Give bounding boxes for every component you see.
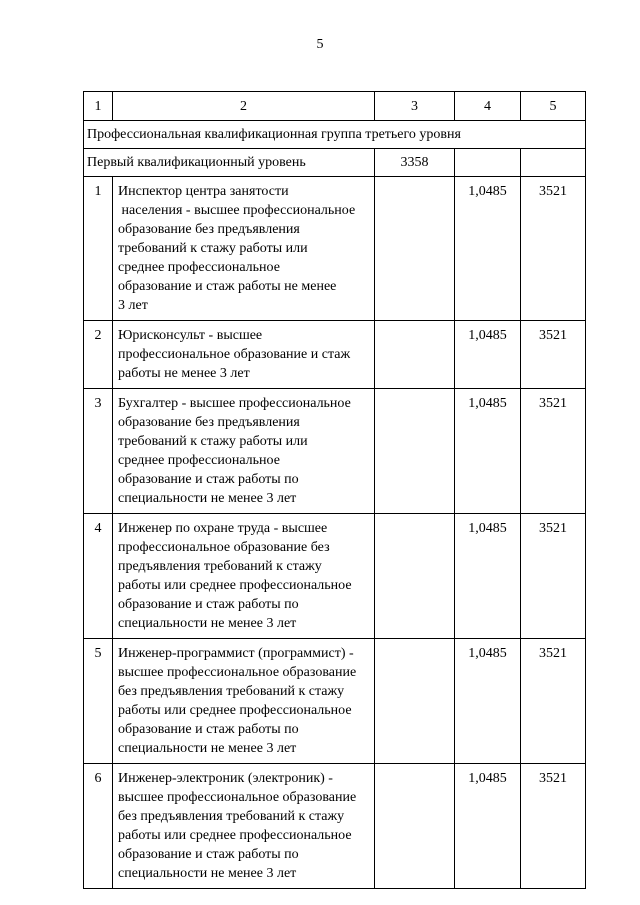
description-line: специальности не менее 3 лет bbox=[118, 866, 297, 881]
header-cell: 2 bbox=[113, 92, 375, 121]
position-description bbox=[113, 639, 375, 764]
group-title: Профессиональная квалификационная группа третьего уровня bbox=[84, 121, 586, 149]
page-number: 5 bbox=[316, 37, 324, 52]
description-line: Инспектор центра занятости bbox=[118, 184, 289, 199]
base-salary-cell bbox=[375, 764, 455, 889]
description-line: образование без предъявления bbox=[118, 415, 300, 430]
description-line: специальности не менее 3 лет bbox=[118, 616, 297, 631]
coefficient: 1,0485 bbox=[455, 764, 521, 889]
coefficient: 1,0485 bbox=[455, 321, 521, 389]
level-row bbox=[84, 149, 586, 177]
description-line: Инженер-программист (программист) - bbox=[118, 646, 354, 661]
description-line: образование и стаж работы по bbox=[118, 722, 299, 737]
description-line: работы или среднее профессиональное bbox=[118, 578, 352, 593]
header-cell: 1 bbox=[84, 92, 113, 121]
row-number: 6 bbox=[84, 764, 113, 889]
description-line: высшее профессиональное образование bbox=[118, 665, 357, 680]
group-row bbox=[84, 121, 586, 149]
description-line: населения - высшее профессиональное bbox=[118, 203, 356, 218]
position-description bbox=[113, 514, 375, 639]
description-line: требований к стажу работы или bbox=[118, 241, 308, 256]
table-row bbox=[84, 389, 586, 514]
qualification-table bbox=[83, 91, 586, 889]
row-number: 5 bbox=[84, 639, 113, 764]
description-line: специальности не менее 3 лет bbox=[118, 741, 297, 756]
coefficient: 1,0485 bbox=[455, 177, 521, 321]
description-line: образование и стаж работы по bbox=[118, 847, 299, 862]
salary: 3521 bbox=[521, 389, 586, 514]
coefficient: 1,0485 bbox=[455, 514, 521, 639]
description-line: Инженер-электроник (электроник) - bbox=[118, 771, 333, 786]
coefficient: 1,0485 bbox=[455, 389, 521, 514]
level-base-salary: 3358 bbox=[375, 149, 455, 177]
header-cell: 4 bbox=[455, 92, 521, 121]
description-line: образование и стаж работы по bbox=[118, 597, 299, 612]
row-number: 1 bbox=[84, 177, 113, 321]
base-salary-cell bbox=[375, 389, 455, 514]
salary: 3521 bbox=[521, 514, 586, 639]
row-number: 2 bbox=[84, 321, 113, 389]
salary: 3521 bbox=[521, 177, 586, 321]
description-line: предъявления требований к стажу bbox=[118, 559, 322, 574]
coefficient: 1,0485 bbox=[455, 639, 521, 764]
row-number: 4 bbox=[84, 514, 113, 639]
description-line: Инженер по охране труда - высшее bbox=[118, 521, 328, 536]
header-cell: 3 bbox=[375, 92, 455, 121]
position-description bbox=[113, 321, 375, 389]
description-line: без предъявления требований к стажу bbox=[118, 684, 345, 699]
description-line: среднее профессиональное bbox=[118, 453, 280, 468]
table-row bbox=[84, 514, 586, 639]
description-line: среднее профессиональное bbox=[118, 260, 280, 275]
description-line: требований к стажу работы или bbox=[118, 434, 308, 449]
description-line: специальности не менее 3 лет bbox=[118, 491, 297, 506]
description-line: образование и стаж работы не менее bbox=[118, 279, 337, 294]
table-row bbox=[84, 177, 586, 321]
level-col4 bbox=[455, 149, 521, 177]
description-line: профессиональное образование без bbox=[118, 540, 330, 555]
table-row bbox=[84, 639, 586, 764]
level-name: Первый квалификационный уровень bbox=[84, 149, 375, 177]
description-line: образование без предъявления bbox=[118, 222, 300, 237]
description-line: работы или среднее профессиональное bbox=[118, 703, 352, 718]
position-description bbox=[113, 389, 375, 514]
table-row bbox=[84, 321, 586, 389]
table-row bbox=[84, 764, 586, 889]
row-number: 3 bbox=[84, 389, 113, 514]
description-line: Юрисконсульт - высшее bbox=[118, 328, 263, 343]
level-col5 bbox=[521, 149, 586, 177]
header-cell: 5 bbox=[521, 92, 586, 121]
description-line: образование и стаж работы по bbox=[118, 472, 299, 487]
description-line: без предъявления требований к стажу bbox=[118, 809, 345, 824]
base-salary-cell bbox=[375, 321, 455, 389]
position-description bbox=[113, 177, 375, 321]
salary: 3521 bbox=[521, 764, 586, 889]
salary: 3521 bbox=[521, 639, 586, 764]
base-salary-cell bbox=[375, 514, 455, 639]
position-description bbox=[113, 764, 375, 889]
description-line: Бухгалтер - высшее профессиональное bbox=[118, 396, 351, 411]
base-salary-cell bbox=[375, 639, 455, 764]
header-row bbox=[84, 92, 586, 121]
description-line: высшее профессиональное образование bbox=[118, 790, 357, 805]
base-salary-cell bbox=[375, 177, 455, 321]
description-line: работы не менее 3 лет bbox=[118, 366, 250, 381]
salary: 3521 bbox=[521, 321, 586, 389]
description-line: 3 лет bbox=[118, 298, 148, 313]
description-line: работы или среднее профессиональное bbox=[118, 828, 352, 843]
description-line: профессиональное образование и стаж bbox=[118, 347, 351, 362]
